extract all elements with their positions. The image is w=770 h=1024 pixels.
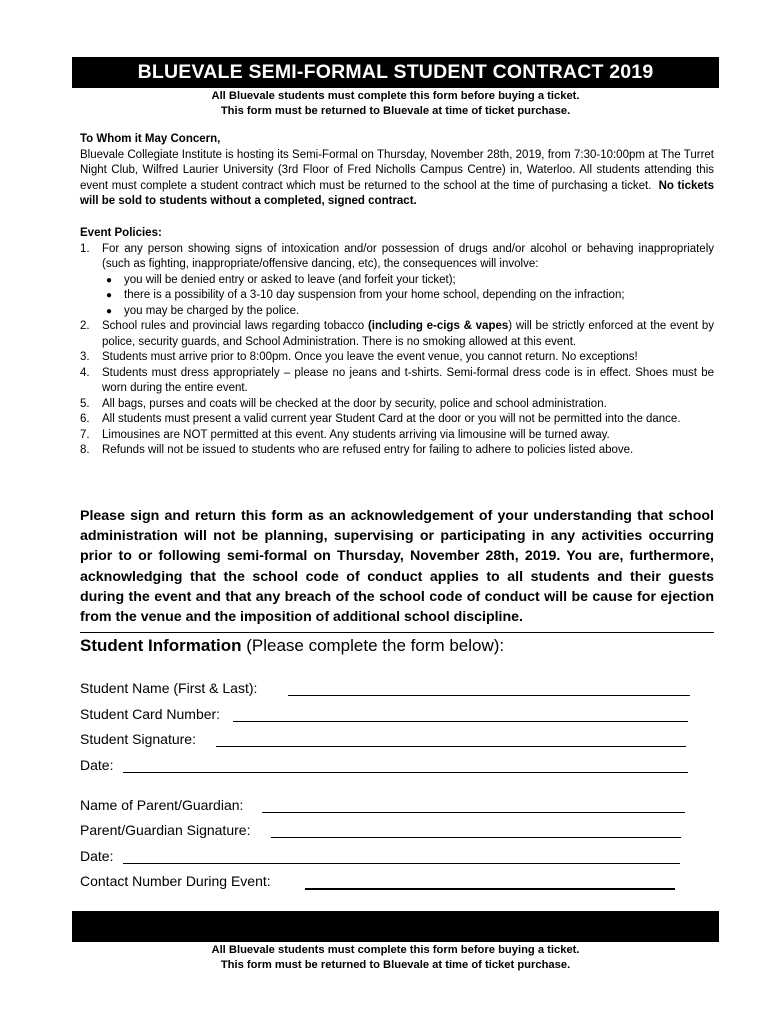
bullet-icon: ● (106, 274, 113, 286)
policy-number: 7. (80, 428, 90, 441)
policy-item (80, 428, 714, 444)
parent-name-label: Name of Parent/Guardian: (80, 797, 244, 813)
footer-notice (72, 943, 719, 973)
student-signature-field[interactable] (216, 746, 686, 747)
policy-number: 1. (80, 242, 90, 255)
student-card-label: Student Card Number: (80, 706, 221, 722)
policy-number: 2. (80, 320, 90, 332)
policy-item (80, 443, 714, 459)
consequence-item: ● you will be denied entry or asked to leave (and forfeit your ticket); (102, 273, 714, 289)
student-date-label: Date: (80, 757, 114, 773)
parent-date-label: Date: (80, 848, 114, 864)
event-policies (80, 226, 714, 459)
policy-item (80, 242, 714, 320)
policy-text: Refunds will not be issued to students who are refused entry for failing to adhere to policies listed above. (102, 444, 634, 456)
bullet-icon: ● (106, 305, 113, 317)
policy-text: Limousines are NOT permitted at this event. Any students arriving via limousine will be turned away. (102, 428, 610, 441)
footer-notice-line-1: All Bluevale students must complete this form before buying a ticket. (211, 944, 580, 956)
policy-number: 3. (80, 351, 90, 363)
contact-number-label: Contact Number During Event: (80, 873, 271, 889)
consequences-list (102, 273, 714, 320)
footer-notice-line-2: This form must be returned to Bluevale at time of ticket purchase. (220, 959, 571, 971)
intro-body: Bluevale Collegiate Institute is hosting its Semi-Formal on Thursday, November 28th, 2019, from 7:30-10:00pm at The Turret Night Club, Wilfred Laurier University (3rd Floor of Fred Nicholls Campus Centre) in, Waterloo. All students attending this event must complete a student contract which must be returned to the school at the time of purchasing a ticket. (80, 148, 714, 192)
student-signature-label: Student Signature: (80, 731, 196, 747)
intro-paragraph (80, 148, 714, 210)
policy-bold: (including e-cigs & vapes (367, 320, 509, 332)
bullet-icon: ● (106, 290, 113, 301)
parent-signature-field[interactable] (271, 837, 681, 838)
student-info-title: Student Information (Please complete the form below): (80, 636, 505, 655)
intro-emphasis: No tickets will be sold to students without a completed, signed contract. (80, 179, 714, 207)
contact-number-field[interactable] (305, 888, 675, 890)
footer-bar (72, 911, 719, 942)
parent-signature-label: Parent/Guardian Signature: (80, 822, 251, 838)
top-notice (72, 89, 719, 119)
policies-heading: Event Policies: (80, 227, 162, 239)
greeting: To Whom it May Concern, (80, 133, 221, 145)
policy-number: 8. (80, 444, 90, 456)
student-name-label: Student Name (First & Last): (80, 680, 258, 696)
policies-list (80, 242, 714, 459)
policy-number: 6. (80, 413, 90, 425)
intro-section (80, 132, 714, 210)
policy-text: Students must dress appropriately – please no jeans and t-shirts. Semi-formal dress code is in effect. Shoes must be worn during the entire event. (102, 366, 714, 394)
section-divider (80, 632, 714, 633)
policy-number: 4. (80, 366, 90, 379)
policy-item (80, 350, 714, 366)
student-date-field[interactable] (123, 772, 688, 773)
student-name-field[interactable] (288, 695, 690, 696)
policy-text: Students must arrive prior to 8:00pm. Once you leave the event venue, you cannot return. No exceptions! (102, 351, 638, 363)
policy-item (80, 412, 714, 428)
policy-text: All students must present a valid current year Student Card at the door or you will not be permitted into the dance. (102, 413, 681, 425)
parent-date-field[interactable] (123, 863, 680, 864)
consequence-item: ● there is a possibility of a 3-10 day suspension from your home school, depending on the infraction; (102, 288, 714, 304)
policy-item (80, 366, 714, 397)
parent-name-field[interactable] (262, 812, 685, 813)
top-notice-line-1: All Bluevale students must complete this form before buying a ticket. (211, 90, 580, 102)
policy-text: All bags, purses and coats will be checked at the door by security, police and school administration. (102, 397, 607, 410)
contract-title: BLUEVALE SEMI-FORMAL STUDENT CONTRACT 2019 (72, 57, 719, 88)
consequence-item: ● you may be charged by the police. (102, 304, 714, 320)
policy-item: 2. School rules and provincial laws regarding tobacco (including e-cigs & vapes) will be strictly enforced at the event by police, security guards, and School Administration. There is no smoking allowed at this event. (80, 320, 715, 348)
acknowledgement-paragraph: Please sign and return this form as an acknowledgement of your understanding that school administration will not be planning, supervising or participating in any activities occurring prior to or following semi-formal on Thursday, November 28th, 2019. You are, furthermore, acknowledging that the school code of conduct applies to all students and their guests during the event and that any breach of the school code of conduct will be cause for ejection from the venue and the imposition of additional school discipline. (80, 508, 714, 626)
policy-text: For any person showing signs of intoxication and/or possession of drugs and/or alcohol or behaving inappropriately (such as fighting, inappropriate/offensive dancing, etc), the consequences will involve: (102, 242, 714, 270)
top-notice-line-2: This form must be returned to Bluevale at time of ticket purchase. (220, 105, 571, 117)
student-card-field[interactable] (233, 721, 688, 722)
policy-item (80, 397, 714, 413)
policy-number: 5. (80, 397, 90, 410)
